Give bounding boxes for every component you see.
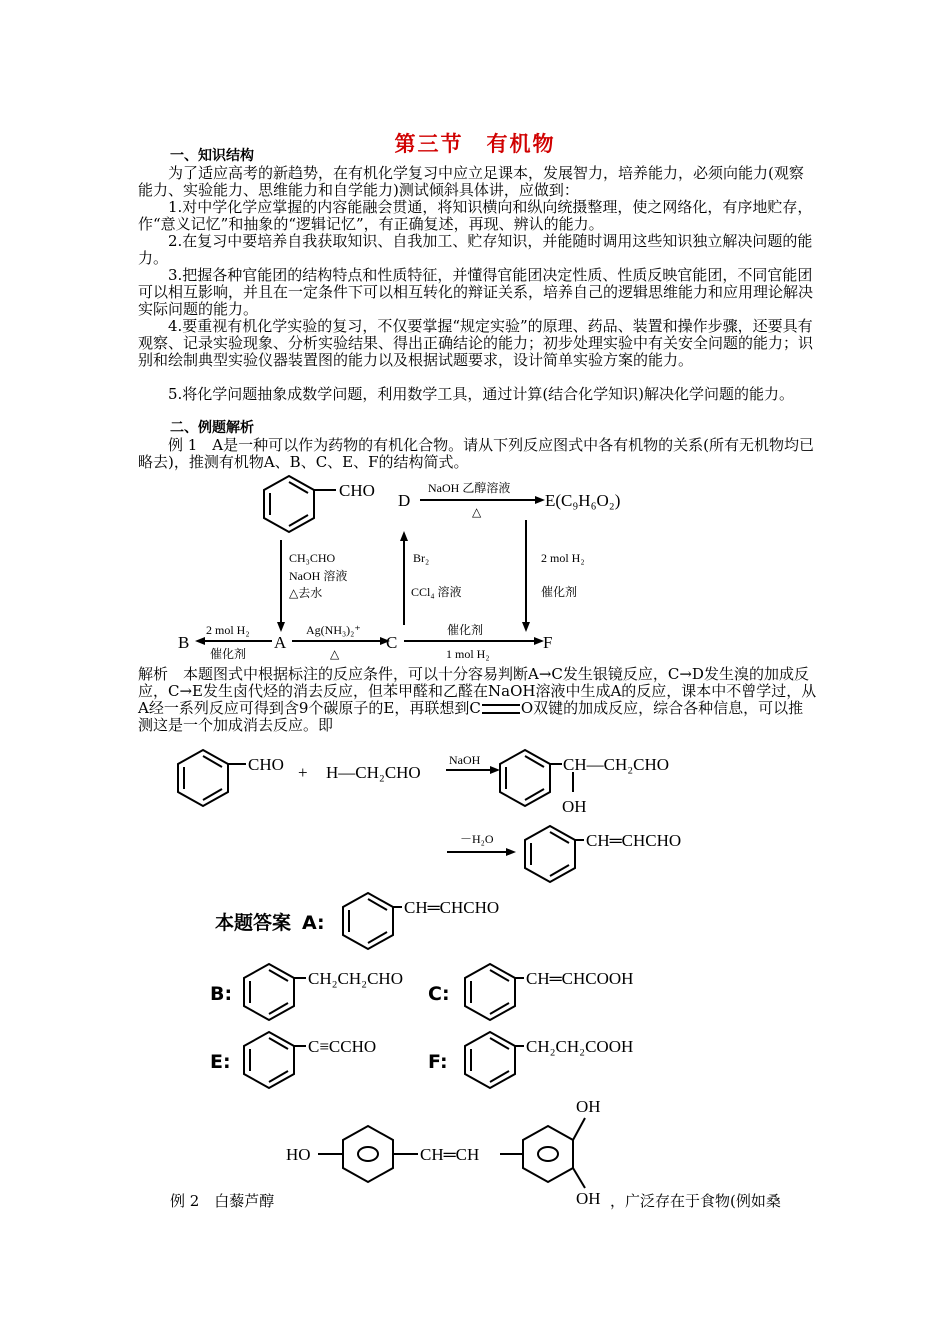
section1-heading: 一、知识结构 [170, 148, 254, 164]
condition-catalyst-f: 催化剂 [447, 623, 484, 637]
resveratrol-chch: CH═CH [420, 1145, 480, 1164]
compound-b: B [178, 633, 190, 652]
knowledge-item: 1.对中学化学应掌握的内容能融会贯通，将知识横向和纵向统摄整理，使之网络化，有序地贮存，作“意义记忆”和抽象的“逻辑记忆”，有正确复述，再现、辨认的能力。 [138, 198, 813, 233]
resveratrol-ho: HO [286, 1145, 311, 1164]
answer-e-label: E: [210, 1051, 231, 1073]
compound-d: D [398, 491, 411, 510]
condition-catalyst: 催化剂 [541, 585, 578, 599]
mech-product: CH═CHCHO [586, 831, 682, 850]
knowledge-item: 3.把握各种官能团的结构特点和性质特征，并懂得官能团决定性质、性质反映官能团，不同官能团可以相互影响，并且在一定条件下可以相互转化的辩证关系，培养自己的逻辑思维能力和应用理论解决实际问题的能力。 [138, 266, 814, 318]
knowledge-item: 4.要重视有机化学实验的复习，不仅要掌握“规定实验”的原理、药品、装置和操作步骤，还要具有观察、记录实验现象、分析实验结果、得出正确结论的能力；初步处理实验中有关安全问题的能力；识别和绘制典型实验仪器装置图的能力以及根据试题要求，设计简单实验方案的能力。 [138, 317, 814, 369]
mech-cho: CHO [248, 755, 284, 774]
condition-heat: △ [472, 505, 482, 519]
page-title: 第三节 有机物 [394, 132, 556, 156]
cho-label: CHO [339, 481, 375, 500]
compound-c: C [386, 633, 398, 652]
example1-text: 例 1 A是一种可以作为药物的有机化合物。请从下列反应图式中各有机物的关系(所有无机物均已略去)，推测有机物A、B、C、E、F的结构简式。 [138, 436, 815, 471]
answer-f-label: F: [428, 1051, 448, 1073]
mech-adduct: CH—CH₂CHO [563, 755, 670, 774]
section1-intro: 为了适应高考的新趋势，在有机化学复习中应立足课本，发展智力，培养能力，必须向能力(观察能力、实验能力、思维能力和自学能力)测试倾斜具体讲，应做到： [138, 164, 804, 199]
answer-c-formula: CH═CHCOOH [526, 969, 634, 988]
condition-h2-2mol-b: 2 mol H₂ [206, 623, 250, 637]
answer-e-formula: C≡CCHO [308, 1037, 377, 1056]
mech-naoh: NaOH [449, 753, 481, 767]
condition-catalyst-b: 催化剂 [210, 647, 247, 661]
compound-e: E(C₉H₆O₂) [545, 491, 621, 510]
answer-a-label: A: [302, 912, 325, 934]
analysis-text: 解析 本题图式中根据标注的反应条件，可以十分容易判断A→C发生银镜反应，C→D发生溴的加成反应，C→E发生卤代烃的消去反应，但苯甲醛和乙醛在NaOH溶液中生成A的反应，课本中不曾学过，从A经一系列反应可得到含9个碳原子的E，再联想到C O双键的加成反应，综合各种信息，可以推测这是一个加成消去反应。即 [138, 665, 817, 734]
resveratrol-oh-bottom: OH [576, 1189, 601, 1208]
mech-oh: OH [562, 797, 587, 816]
answers-heading: 本题答案 [215, 912, 292, 934]
condition-naoh-solution: NaOH 溶液 [289, 569, 348, 583]
answer-a-formula: CH═CHCHO [404, 898, 500, 917]
condition-naoh-ethanol: NaOH 乙醇溶液 [428, 481, 511, 495]
condition-h2-2mol: 2 mol H₂ [541, 551, 585, 565]
condition-br2: Br₂ [413, 551, 430, 565]
knowledge-item: 2.在复习中要培养自我获取知识、自我加工、贮存知识，并能随时调用这些知识独立解决问题的能力。 [138, 232, 813, 267]
section2-heading: 二、例题解析 [170, 420, 254, 436]
mech-minus-h2o: －H₂O [460, 832, 494, 846]
mech-acetaldehyde: H—CH₂CHO [326, 763, 421, 782]
condition-h2-1mol: 1 mol H₂ [446, 647, 490, 661]
compound-a: A [274, 633, 287, 652]
knowledge-item: 5.将化学问题抽象成数学问题，利用数学工具，通过计算(结合化学知识)解决化学问题的能力。 [168, 385, 795, 403]
answer-b-label: B: [210, 983, 233, 1005]
example2-label: 例 2 白藜芦醇 [170, 1192, 275, 1210]
condition-silver-ammonia: Ag(NH₃)₂⁺ [306, 623, 361, 637]
answer-b-formula: CH₂CH₂CHO [308, 969, 403, 988]
mech-plus: + [298, 763, 308, 782]
condition-ccl4: CCl₄ 溶液 [411, 585, 462, 599]
resveratrol-oh-top: OH [576, 1097, 601, 1116]
answer-c-label: C: [428, 983, 450, 1005]
compound-f: F [543, 633, 553, 652]
example2-tail: ，广泛存在于食物(例如桑 [610, 1192, 781, 1210]
condition-heat-c: △ [330, 647, 340, 661]
answer-f-formula: CH₂CH₂COOH [526, 1037, 634, 1056]
condition-heat-dehydrate: △去水 [289, 586, 323, 600]
condition-ch3cho: CH₃CHO [289, 551, 336, 565]
